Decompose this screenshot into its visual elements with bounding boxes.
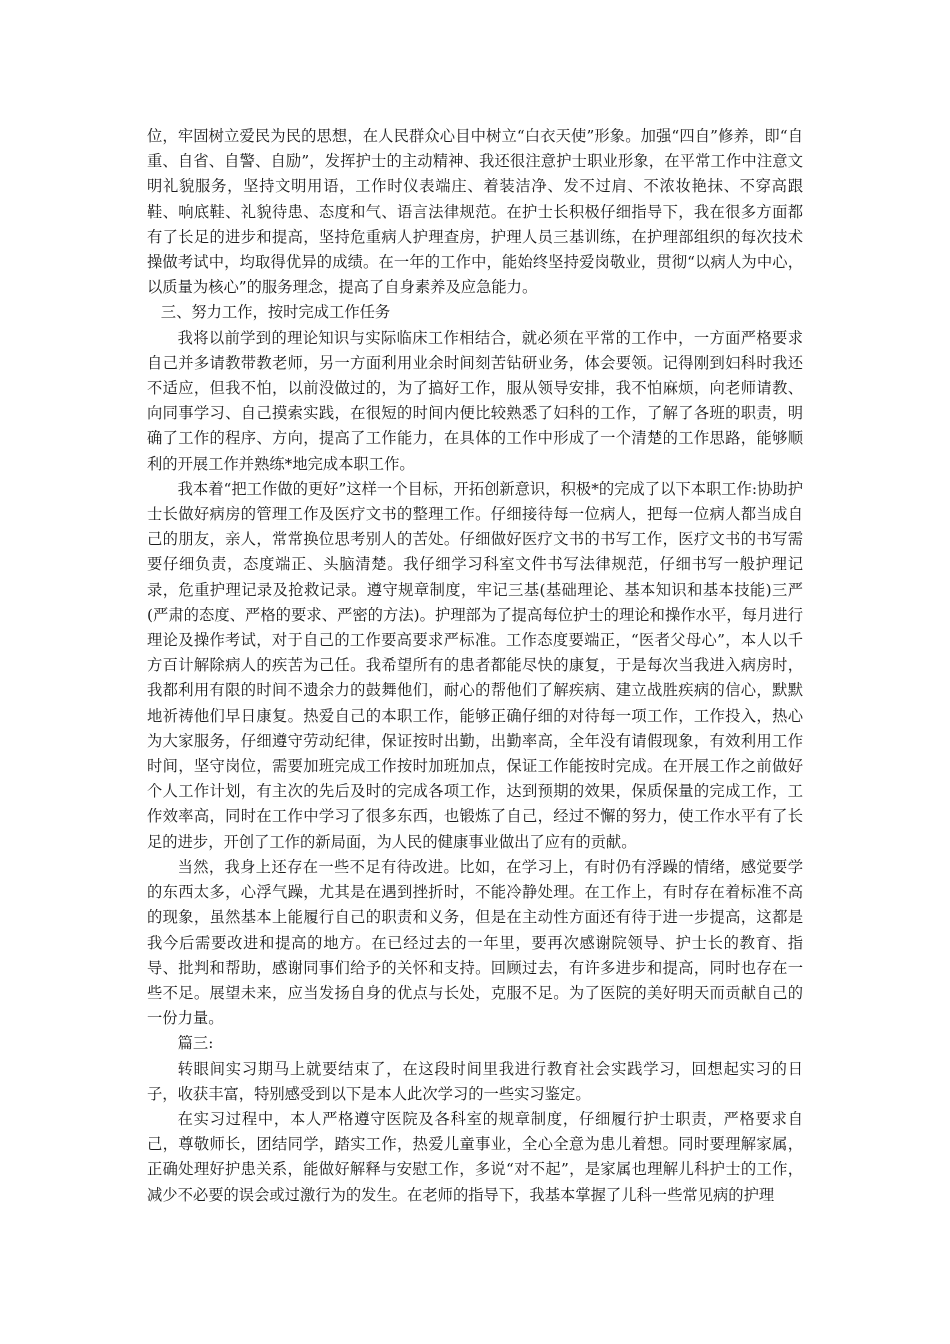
section-heading-work-tasks: 三、努力工作，按时完成工作任务 [160, 303, 391, 322]
paragraph-theory-practice: 我将以前学到的理论知识与实际临床工作相结合，就必须在平常的工作中，一方面严格要求自己并多请教带教老师，另一方面利用业余时间刻苦钻研业务，体会要领。记得刚到妇科时我还不适应，但我不怕，以前没做过的，为了搞好工作，服从领导安排，我不怕麻烦，向老师请教、向同事学习、自己摸索实践，在很短的时间内便比较熟悉了妇科的工作，了解了各班的职责，明确了工作的程序、方向，提高了工作能力，在具体的工作中形成了一个清楚的工作思路，能够顺利的开展工作并熟练*地完成本职工作。 [147, 328, 803, 473]
document-body [147, 124, 803, 1208]
paragraph-internship-intro: 转眼间实习期马上就要结束了，在这段时间里我进行教育社会实践学习，回想起实习的日子，收获丰富，特别感受到以下是本人此次学习的一些实习鉴定。 [147, 1059, 803, 1103]
chapter-heading-part-three: 篇三: [177, 1034, 214, 1053]
paragraph-shortcomings: 当然，我身上还存在一些不足有待改进。比如，在学习上，有时仍有浮躁的情绪，感觉要学的东西太多，心浮气躁，尤其是在遇到挫折时，不能冷静处理。在工作上，有时存在着标准不高的现象，虽然基本上能履行自己的职责和义务，但是在主动性方面还有待于进一步提高，这都是我今后需要改进和提高的地方。在已经过去的一年里，要再次感谢院领导、护士长的教育、指导、批判和帮助，感谢同事们给予的关怀和支持。回顾过去，有许多进步和提高，同时也存在一些不足。展望未来，应当发扬自身的优点与长处，克服不足。为了医院的美好明天而贡献自己的一份力量。 [147, 857, 803, 1028]
paragraph-duties: 我本着“把工作做的更好”这样一个目标，开拓创新意识，积极*的完成了以下本职工作:协助护士长做好病房的管理工作及医疗文书的整理工作。仔细接待每一位病人，把每一位病人都当成自己的朋友，亲人，常常换位思考别人的苦处。仔细做好医疗文书的书写工作，医疗文书的书写需要仔细负责，态度端正、头脑清楚。我仔细学习科室文件书写法律规范，仔细书写一般护理记录，危重护理记录及抢救记录。遵守规章制度，牢记三基(基础理论、基本知识和基本技能)三严(严肃的态度、严格的要求、严密的方法)。护理部为了提高每位护士的理论和操作水平，每月进行理论及操作考试，对于自己的工作要高要求严标准。工作态度要端正，“医者父母心”，本人以千方百计解除病人的疾苦为己任。我希望所有的患者都能尽快的康复，于是每次当我进入病房时，我都利用有限的时间不遗余力的鼓舞他们，耐心的帮他们了解疾病、建立战胜疾病的信心，默默地祈祷他们早日康复。热爱自己的本职工作，能够正确仔细的对待每一项工作，工作投入，热心为大家服务，仔细遵守劳动纪律，保证按时出勤，出勤率高，全年没有请假现象，有效利用工作时间，坚守岗位，需要加班完成工作按时加班加点，保证工作能按时完成。在开展工作之前做好个人工作计划，有主次的先后及时的完成各项工作，达到预期的效果，保质保量的完成工作，工作效率高，同时在工作中学习了很多东西，也锻炼了自己，经过不懈的努力，使工作水平有了长足的进步，开创了工作的新局面，为人民的健康事业做出了应有的贡献。 [147, 479, 803, 851]
paragraph-continuation: 位，牢固树立爱民为民的思想，在人民群众心目中树立“白衣天使”形象。加强“四自”修养，即“自重、自省、自警、自励”，发挥护士的主动精神、我还很注意护士职业形象，在平常工作中注意文明礼貌服务，坚持文明用语，工作时仪表端庄、着装洁净、发不过肩、不浓妆艳抹、不穿高跟鞋、响底鞋、礼貌待患、态度和气、语言法律规范。在护士长积极仔细指导下，我在很多方面都有了长足的进步和提高，坚持危重病人护理查房，护理人员三基训练，在护理部组织的每次技术操做考试中，均取得优异的成绩。在一年的工作中，能始终坚持爱岗敬业，贯彻“以病人为中心，以质量为核心”的服务理念，提高了自身素养及应急能力。 [147, 127, 803, 297]
paragraph-internship-conduct: 在实习过程中，本人严格遵守医院及各科室的规章制度，仔细履行护士职责，严格要求自己，尊敬师长，团结同学，踏实工作，热爱儿童事业，全心全意为患儿着想。同时要理解家属，正确处理好护患关系，能做好解释与安慰工作，多说“对不起”，是家属也理解儿科护士的工作，减少不必要的误会或过激行为的发生。在老师的指导下，我基本掌握了儿科一些常见病的护理 [147, 1109, 803, 1204]
